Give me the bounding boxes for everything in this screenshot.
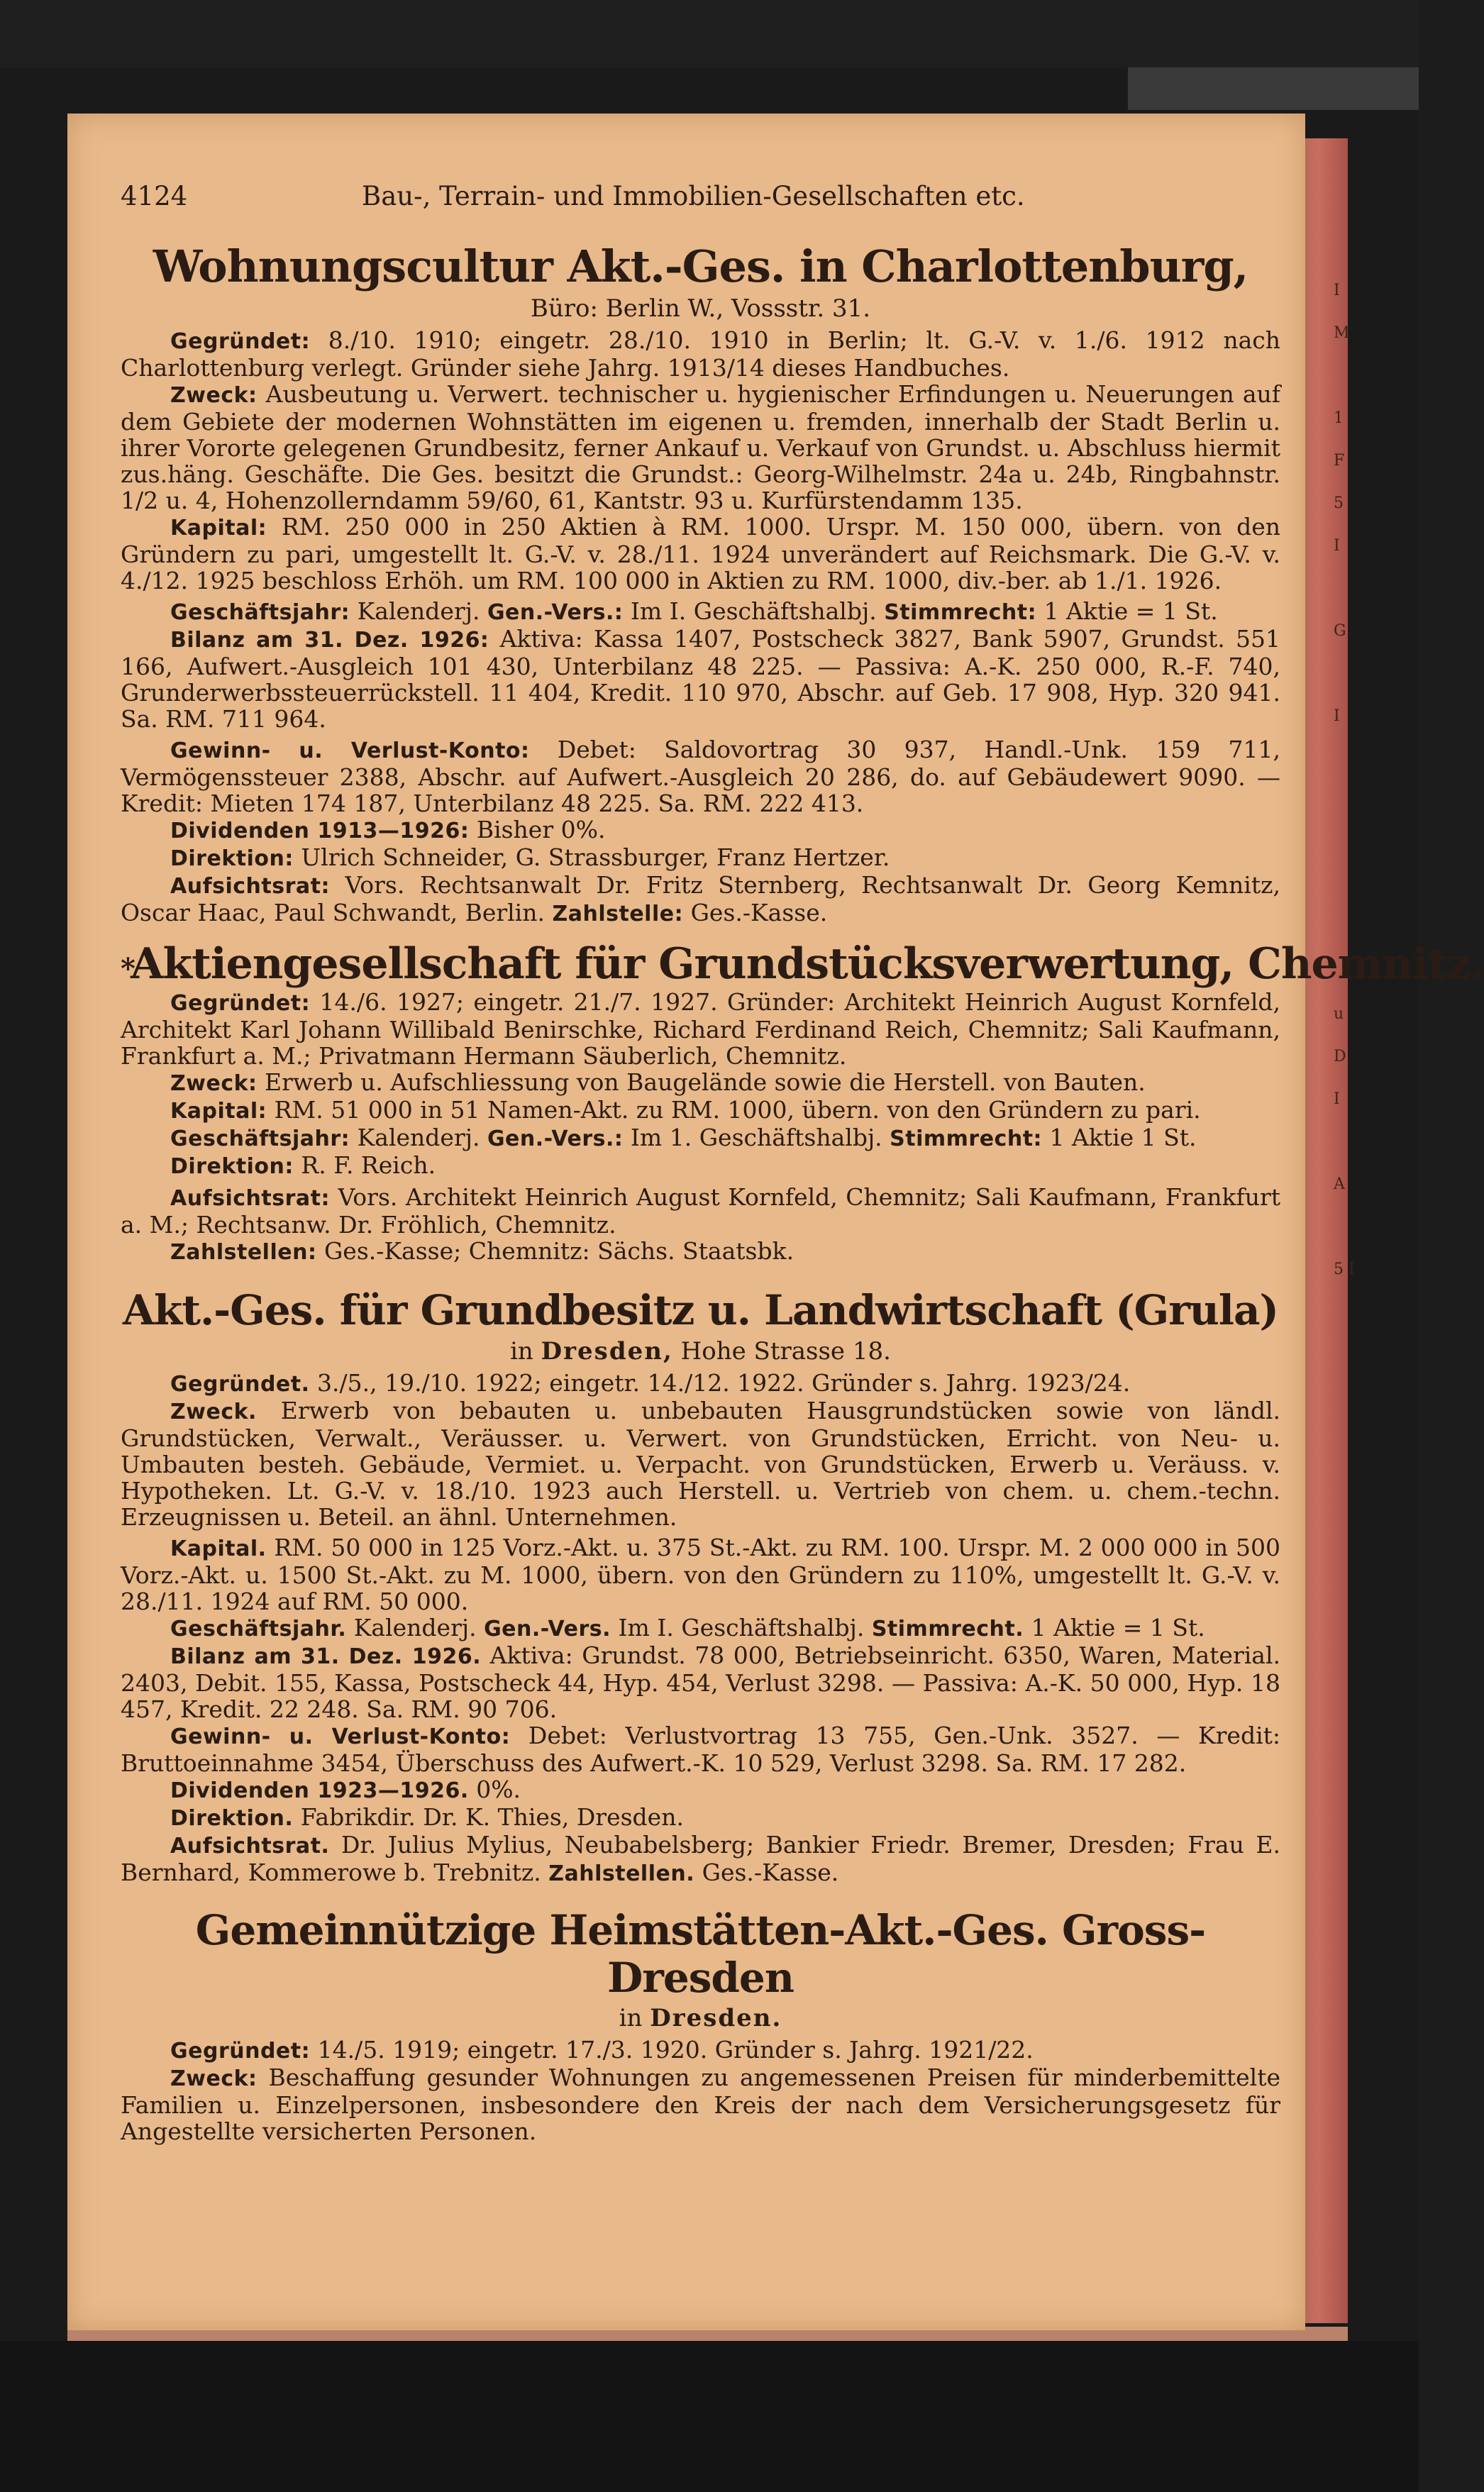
fragment-glyph [1334,1121,1355,1163]
entry-text: Ausbeutung u. Verwert. technischer u. hygienischer Erfindungen u. Neuerungen auf dem Gebiete der modernen Wohnstätten im eigenen u. fremden, innerhalb der Stadt Berlin u. ihrer Vororte gelegenen Grundbesitz, ferner Ankauf u. Verkauf von Grundst. u. Abschluss hiermit zus.häng. Geschäfte. Die Ges. besitzt die Grundst.: Georg-Wilhelmstr. 24a u. 24b, Ringbahnstr. 1/2 u. 4, Hohenzollerndamm 59/60, 61, Kantstr. 93 u. Kurfürstendamm 135. [121,380,1280,515]
entry-text: 14./5. 1919; eingetr. 17./3. 1920. Gründer s. Jahrg. 1921/22. [310,2036,1034,2064]
entry-dividenden [121,816,1280,844]
entry-text: in [510,1336,541,1366]
entry-label: Aufsichtsrat: [170,1186,330,1212]
entry-text: 1 Aktie = 1 St. [1036,597,1218,626]
entry-text: Ges.-Kasse; Chemnitz: Sächs. Staatsbk. [316,1237,794,1266]
scan-grey-strip [1128,67,1419,110]
entry-zweck [121,1397,1280,1530]
entry-aufsichtsrat [121,1832,1280,1887]
company-title: Gemeinnützige Heimstätten-Akt.-Ges. Gross-Dresden [195,1905,1206,2002]
company-title: Akt.-Ges. für Grundbesitz u. Landwirtschaft (Grula) [123,1286,1278,1335]
entry-text: Im 1. Geschäftshalbj. [623,1124,890,1152]
entry-label: Dividenden 1923—1926. [170,1778,469,1803]
scan-bottom-border [0,2341,1419,2492]
entry-label: Zweck: [170,383,258,409]
page-number: 4124 [121,181,188,211]
fragment-glyph: M [1334,324,1350,342]
entry-zweck [121,381,1280,514]
entry-label: Direktion: [170,1154,294,1180]
entry-text: Kalenderj. [350,1124,487,1152]
entry-label: Kapital. [170,1536,267,1561]
entry-label: Stimmrecht. [871,1616,1024,1641]
entry-text: RM. 51 000 in 51 Namen-Akt. zu RM. 1000, übern. von den Gründern zu pari. [267,1096,1201,1124]
next-page-fragments [1334,270,1355,1901]
entry-label: Dresden, [541,1336,673,1366]
entry-gegruendet [121,1370,1280,1397]
entry-label: Aufsichtsrat. [170,1833,330,1859]
entry-zahlstellen [121,1238,1280,1266]
entry-label: Gen.-Vers.: [487,1126,624,1152]
fragment-glyph [1334,1206,1355,1248]
entry-text: 14./6. 1927; eingetr. 21./7. 1927. Gründer: Architekt Heinrich August Kornfeld, Architekt Karl Johann Willibald Benirschke, Richard Ferdinand Reich, Chemnitz; Sali Kaufmann, Frankfurt a. M.; Privatmann Hermann Säuberlich, Chemnitz. [121,988,1280,1070]
fragment-glyph [1334,865,1355,908]
company-subtitle [121,2004,1280,2032]
company-subtitle [121,1337,1280,1366]
entry-text: 0%. [468,1775,521,1803]
fragment-glyph: D [1334,1048,1346,1065]
entry-label: Gegründet: [170,329,311,355]
entry-label: Zweck: [170,2066,258,2092]
entry-text: Im I. Geschäftshalbj. [623,597,885,626]
entry-direktion [121,1804,1280,1832]
entry-bilanz [121,1642,1280,1722]
entry-text: Aktiengesellschaft für Grundstücksverwertung, Chemnitz. [131,939,1484,990]
entry-text: Vors. Architekt Heinrich August Kornfeld, Chemnitz; Sali Kaufmann, Frankfurt a. M.; Rechtsanw. Dr. Fröhlich, Chemnitz. [121,1183,1280,1239]
entry-label: Stimmrecht: [890,1126,1043,1152]
entry-text: Fabrikdir. Dr. K. Thies, Dresden. [293,1802,684,1831]
company-grula [121,1287,1280,1887]
entry-text: Kalenderj. [350,597,487,626]
company-grundstuecksverwertung [121,939,1484,1266]
entry-label: Gen.-Vers. [484,1616,611,1641]
fragment-glyph: I [1334,707,1340,725]
entry-text: Dr. Julius Mylius, Neubabelsberg; Bankier Friedr. Bremer, Dresden; Frau E. Bernhard, Kommerowe b. Trebnitz. [121,1830,1280,1886]
company-title: Wohnungscultur Akt.-Ges. in Charlottenburg, [153,240,1248,292]
entry-label: Direktion. [170,1805,294,1831]
running-header [121,181,1280,211]
entry-gegruendet [121,989,1280,1069]
entry-gegruendet [121,2037,1280,2064]
entry-text: Ges.-Kasse. [694,1858,839,1886]
fragment-glyph: u [1334,1005,1344,1023]
entry-text: in [619,2004,650,2033]
entry-label: Kapital: [170,1099,267,1124]
entry-kapital [121,1534,1280,1615]
entry-text: Ges.-Kasse. [683,899,828,927]
entry-label: Geschäftsjahr: [170,1126,350,1152]
entry-text: RM. 50 000 in 125 Vorz.-Akt. u. 375 St.-Akt. zu RM. 100. Urspr. M. 2 000 000 in 500 Vorz.-Akt. u. 1500 St.-Akt. zu M. 1000, übern. von den Gründern zu 110%, umgestellt lt. G.-V. v. 28./11. 1924 auf RM. 50 000. [121,1533,1280,1615]
fragment-glyph: I [1334,282,1340,299]
entry-text: Debet: Verlustvortrag 13 755, Gen.-Unk. 3527. — Kredit: Bruttoeinnahme 3454, Überschuss des Aufwert.-K. 10 529, Verlust 3298. Sa. RM. 17 282. [121,1721,1280,1777]
asterisk-marker: * [121,952,135,986]
entry-text: Debet: Saldovortrag 30 937, Handl.-Unk. 159 711, Vermögenssteuer 2388, Abschr. auf Aufwert.-Ausgleich 20 286, do. auf Gebäudewert 9090. — Kredit: Mieten 174 187, Unterbilanz 48 225. Sa. RM. 222 413. [121,736,1280,818]
entry-label: Kapital: [170,516,267,541]
entry-label: Dresden. [650,2004,782,2033]
entry-text: 8./10. 1910; eingetr. 28./10. 1910 in Berlin; lt. G.-V. v. 1./6. 1912 nach Charlottenburg verlegt. Gründer siehe Jahrg. 1913/14 dieses Handbuches. [121,326,1280,382]
entry-dividenden [121,1776,1280,1804]
entry-text: Im I. Geschäftshalbj. [611,1613,872,1641]
entry-text: 1 Aktie 1 St. [1042,1124,1197,1152]
entry-label: Geschäftsjahr. [170,1616,347,1641]
entry-label: Gen.-Vers.: [487,600,624,626]
entry-bilanz [121,626,1280,732]
fragment-glyph [1334,653,1355,695]
entry-label: Gewinn- u. Verlust-Konto: [170,738,530,764]
fragment-glyph [1334,355,1355,397]
entry-text: R. F. Reich. [293,1151,436,1180]
company-title [121,939,1484,990]
entry-text: Erwerb u. Aufschliessung von Baugelände sowie die Herstell. von Bauten. [257,1068,1146,1097]
entry-label: Gegründet: [170,991,311,1017]
entry-label: Zahlstelle: [552,902,684,927]
entry-text: Erwerb von bebauten u. unbebauten Hausgrundstücken sowie von ländl. Grundstücken, Verwalt., Veräusser. u. Verwert. von Grundstücken, Erricht. von Neu- u. Umbauten besteh. Gebäude, Vermiet. u. Verpacht. von Grundstücken, Erwerb u. Veräuss. v. Hypotheken. Lt. G.-V. v. 18./10. 1923 auch Herstell. u. Vertrieb von chem. u. chem.-techn. Erzeugnissen u. Beteil. an ähnl. Unternehmen. [121,1396,1280,1531]
entry-label: Stimmrecht: [884,600,1037,626]
entry-label: Zahlstellen: [170,1240,317,1266]
entry-text: Hohe Strasse 18. [672,1336,891,1366]
header-title: Bau-, Terrain- und Immobilien-Gesellschaften etc. [362,181,1025,211]
entry-label: Zweck: [170,1071,258,1097]
fragment-glyph: I [1334,1090,1340,1108]
entry-text: Ulrich Schneider, G. Strassburger, Franz Hertzer. [293,843,890,872]
fragment-glyph: 5 I [1334,1261,1355,1278]
entry-direktion [121,1152,1280,1180]
fragment-glyph [1334,567,1355,610]
entry-label: Dividenden 1913—1926: [170,819,470,844]
entry-label: Gegründet: [170,2039,311,2064]
entry-text: Aktiva: Kassa 1407, Postscheck 3827, Bank 5907, Grundst. 551 166, Aufwert.-Ausgleich 101 430, Unterbilanz 48 225. — Passiva: A.-K. 250 000, R.-F. 740, Grunderwerbssteuerrückstell. 11 404, Kredit. 110 970, Abschr. auf Geb. 17 908, Hyp. 320 941. Sa. RM. 711 964. [121,625,1280,733]
fragment-glyph [1334,738,1355,780]
scan-top-border [0,0,1419,67]
entry-direktion [121,844,1280,872]
entry-gegruendet [121,327,1280,381]
entry-label: Bilanz am 31. Dez. 1926. [170,1644,482,1669]
entry-label: Direktion: [170,846,294,872]
company-heimstaetten [121,1907,1280,2144]
entry-label: Zweck. [170,1399,257,1424]
entry-text: Aktiva: Grundst. 78 000, Betriebseinricht. 6350, Waren, Material. 2403, Debit. 155, Kassa, Postscheck 44, Hyp. 454, Verlust 3298. — Passiva: A.-K. 50 000, Hyp. 18 457, Kredit. 22 248. Sa. RM. 90 706. [121,1641,1281,1723]
fragment-glyph: G [1334,622,1346,640]
entry-label: Gegründet. [170,1371,310,1397]
fragment-glyph [1334,823,1355,865]
entry-text: Kalenderj. [346,1613,484,1641]
entry-text: Vors. Rechtsanwalt Dr. Fritz Sternberg, Rechtsanwalt Dr. Georg Kemnitz, Oscar Haac, Paul Schwandt, Berlin. [121,871,1280,927]
entry-aufsichtsrat [121,1184,1280,1238]
entry-label: Geschäftsjahr: [170,600,350,626]
entry-gewinn-verlust [121,1722,1280,1776]
entry-kapital [121,1097,1280,1124]
entry-text: Beschaffung gesunder Wohnungen zu angemessenen Preisen für minderbemittelte Familien u. Einzelpersonen, insbesondere den Kreis der nach dem Versicherungsgesetz für Angestellte versicherten Personen. [121,2064,1280,2146]
fragment-glyph [1334,780,1355,823]
fragment-glyph: 1 [1334,409,1344,427]
entry-label: Aufsichtsrat: [170,874,330,899]
entry-label: Bilanz am 31. Dez. 1926: [170,628,489,653]
entry-kapital [121,514,1280,594]
entry-text: Bisher 0%. [469,816,606,844]
company-wohnungscultur [121,241,1280,927]
entry-gewinn-verlust [121,736,1280,816]
entry-label: Gewinn- u. Verlust-Konto: [170,1724,511,1749]
entry-zweck [121,2064,1280,2144]
entry-label: Zahlstellen. [548,1861,695,1886]
entry-geschaeftsjahr [121,598,1280,626]
fragment-glyph: 5 [1334,494,1344,512]
entry-aufsichtsrat [121,872,1280,927]
fragment-glyph: I [1334,537,1340,555]
entry-geschaeftsjahr [121,1124,1280,1152]
entry-geschaeftsjahr [121,1615,1280,1642]
entry-text: 3./5., 19./10. 1922; eingetr. 14./12. 1922. Gründer s. Jahrg. 1923/24. [309,1368,1131,1397]
fragment-glyph: A [1334,1175,1345,1193]
fragment-glyph: F [1334,452,1345,470]
entry-text: 1 Aktie = 1 St. [1024,1613,1205,1641]
company-subtitle: Büro: Berlin W., Vossstr. 31. [530,294,871,323]
entry-text: RM. 250 000 in 250 Aktien à RM. 1000. Urspr. M. 150 000, übern. von den Gründern zu pari, umgestellt lt. G.-V. v. 28./11. 1924 unverändert auf Reichsmark. Die G.-V. v. 4./12. 1925 beschloss Erhöh. um RM. 100 000 in Aktien zu RM. 1000, div.-ber. ab 1./1. 1926. [121,513,1280,595]
entry-zweck [121,1069,1280,1097]
